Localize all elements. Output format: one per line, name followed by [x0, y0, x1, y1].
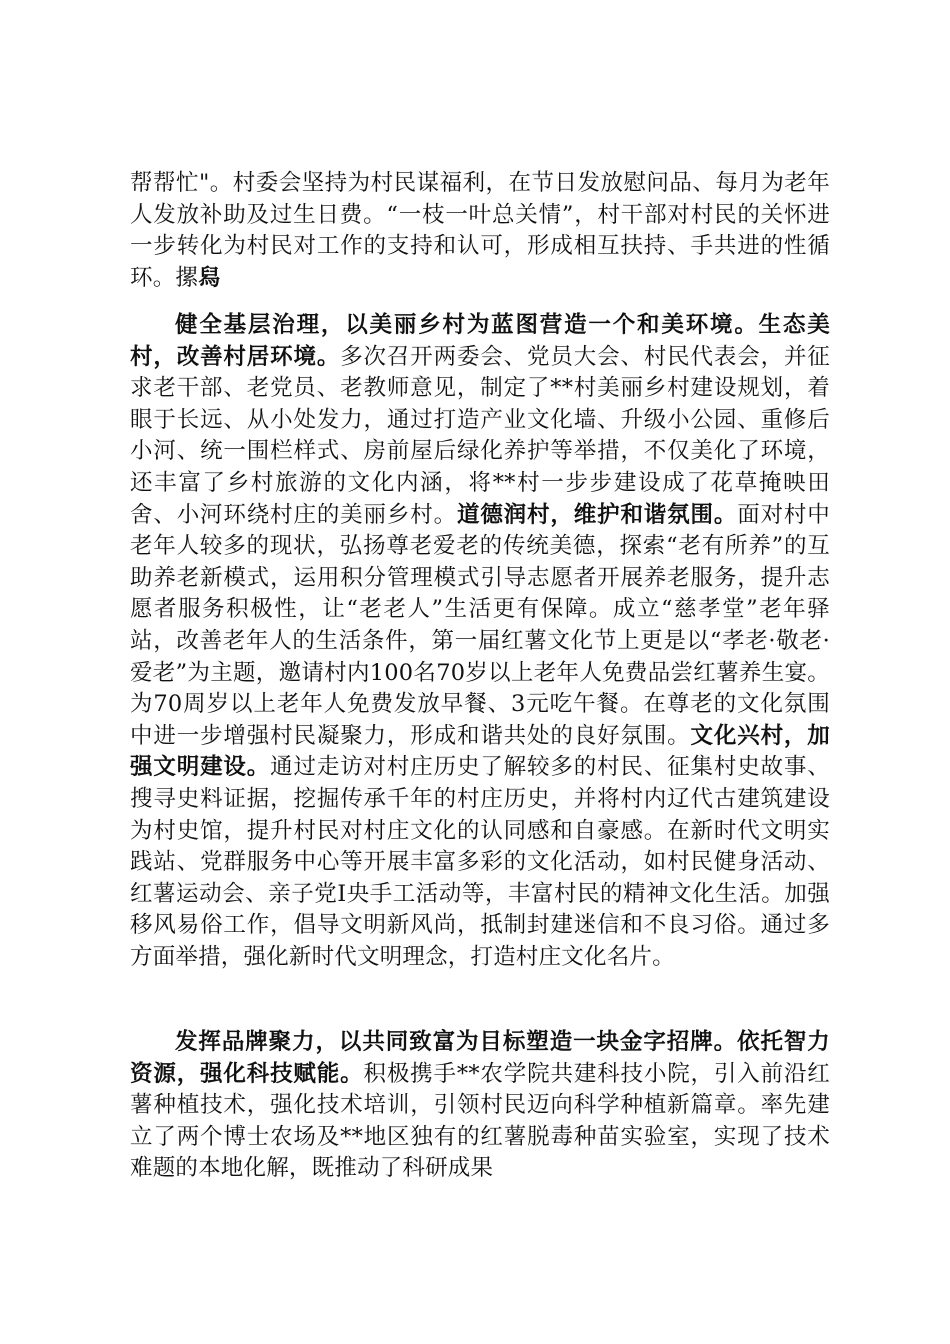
paragraph-text: 积极携手**农学院共建科技小院，引入前沿红薯种植技术，强化技术培训，引领村民迈向科学种植新篇章。率先建立了两个博士农场及**地区独有的红薯脱毒种苗实验室，实现了技术难题的本地化解，既推动了科研成果: [130, 1060, 830, 1182]
paragraph-text: 帮帮忙"。村委会坚持为村民谋福利，在节日发放慰问品、每月为老年人发放补助及过生日费。“一枝一叶总关情”，村干部对村民的关怀进一步转化为村民对工作的支持和认可，形成相互扶持、手共进的性循环。摞: [130, 170, 830, 291]
paragraph-text: 面对村中老年人较多的现状，弘扬尊老爱老的传统美德，探索“老有所养”的互助养老新模式，运用积分管理模式引导志愿者开展养老服务，提升志愿者服务积极性，让“老老人”生活更有保障。成立“慈孝堂”老年驿站，改善老年人的生活条件，第一届红薯文化节上更是以“孝老·敬老·爱老”为主题，邀请村内100名70岁以上老年人免费品尝红薯养生宴。为70周岁以上老年人免费发放早餐、3元吃午餐。在尊老的文化氛围中进一步增强村民凝聚力，形成和谐共处的良好氛围。: [130, 501, 830, 749]
paragraph-text: 通过走访对村庄历史了解较多的村民、征集村史故事、搜寻史料证据，挖掘传承千年的村庄历史，并将村内辽代古建筑建设为村史馆，提升村民对村庄文化的认同感和自豪感。在新时代文明实践站、党群服务中心等开展丰富多彩的文化活动，如村民健身活动、红薯运动会、亲子党Ⅰ央手工活动等，丰富村民的精神文化生活。加强移风易俗工作，倡导文明新风尚，抵制封建迷信和不良习俗。通过多方面举措，强化新时代文明理念，打造村庄文化名片。: [130, 754, 830, 970]
paragraph-text: 多次召开两委会、党员大会、村民代表会，并征求老干部、老党员、老教师意见，制定了**村美丽乡村建设规划，着眼于长远、从小处发力，通过打造产业文化墙、升级小公园、重修后小河、统一围栏样式、房前屋后绿化养护等举措，不仅美化了环境，还丰富了乡村旅游的文化内涵，将**村一步步建设成了花草掩映田舍、小河环绕村庄的美丽乡村。: [130, 343, 830, 528]
body-paragraph-governance: [130, 310, 830, 973]
section-heading: 健全基层治理，以美丽乡村为蓝图营造一个和美环境。生态美村，改善村居环境。: [130, 312, 830, 370]
body-paragraph-continuation: [130, 168, 830, 294]
paragraph-text-bold: 舄: [198, 264, 221, 291]
sub-heading: 文化兴村，加强文明建设。: [130, 722, 830, 781]
section-heading: 发挥品牌聚力，以共同致富为目标塑造一块金字招牌。依托智力资源，强化科技赋能。: [130, 1029, 830, 1087]
sub-heading: 道德润村，维护和谐氛围。: [456, 501, 738, 528]
body-paragraph-brand: [130, 1027, 830, 1185]
